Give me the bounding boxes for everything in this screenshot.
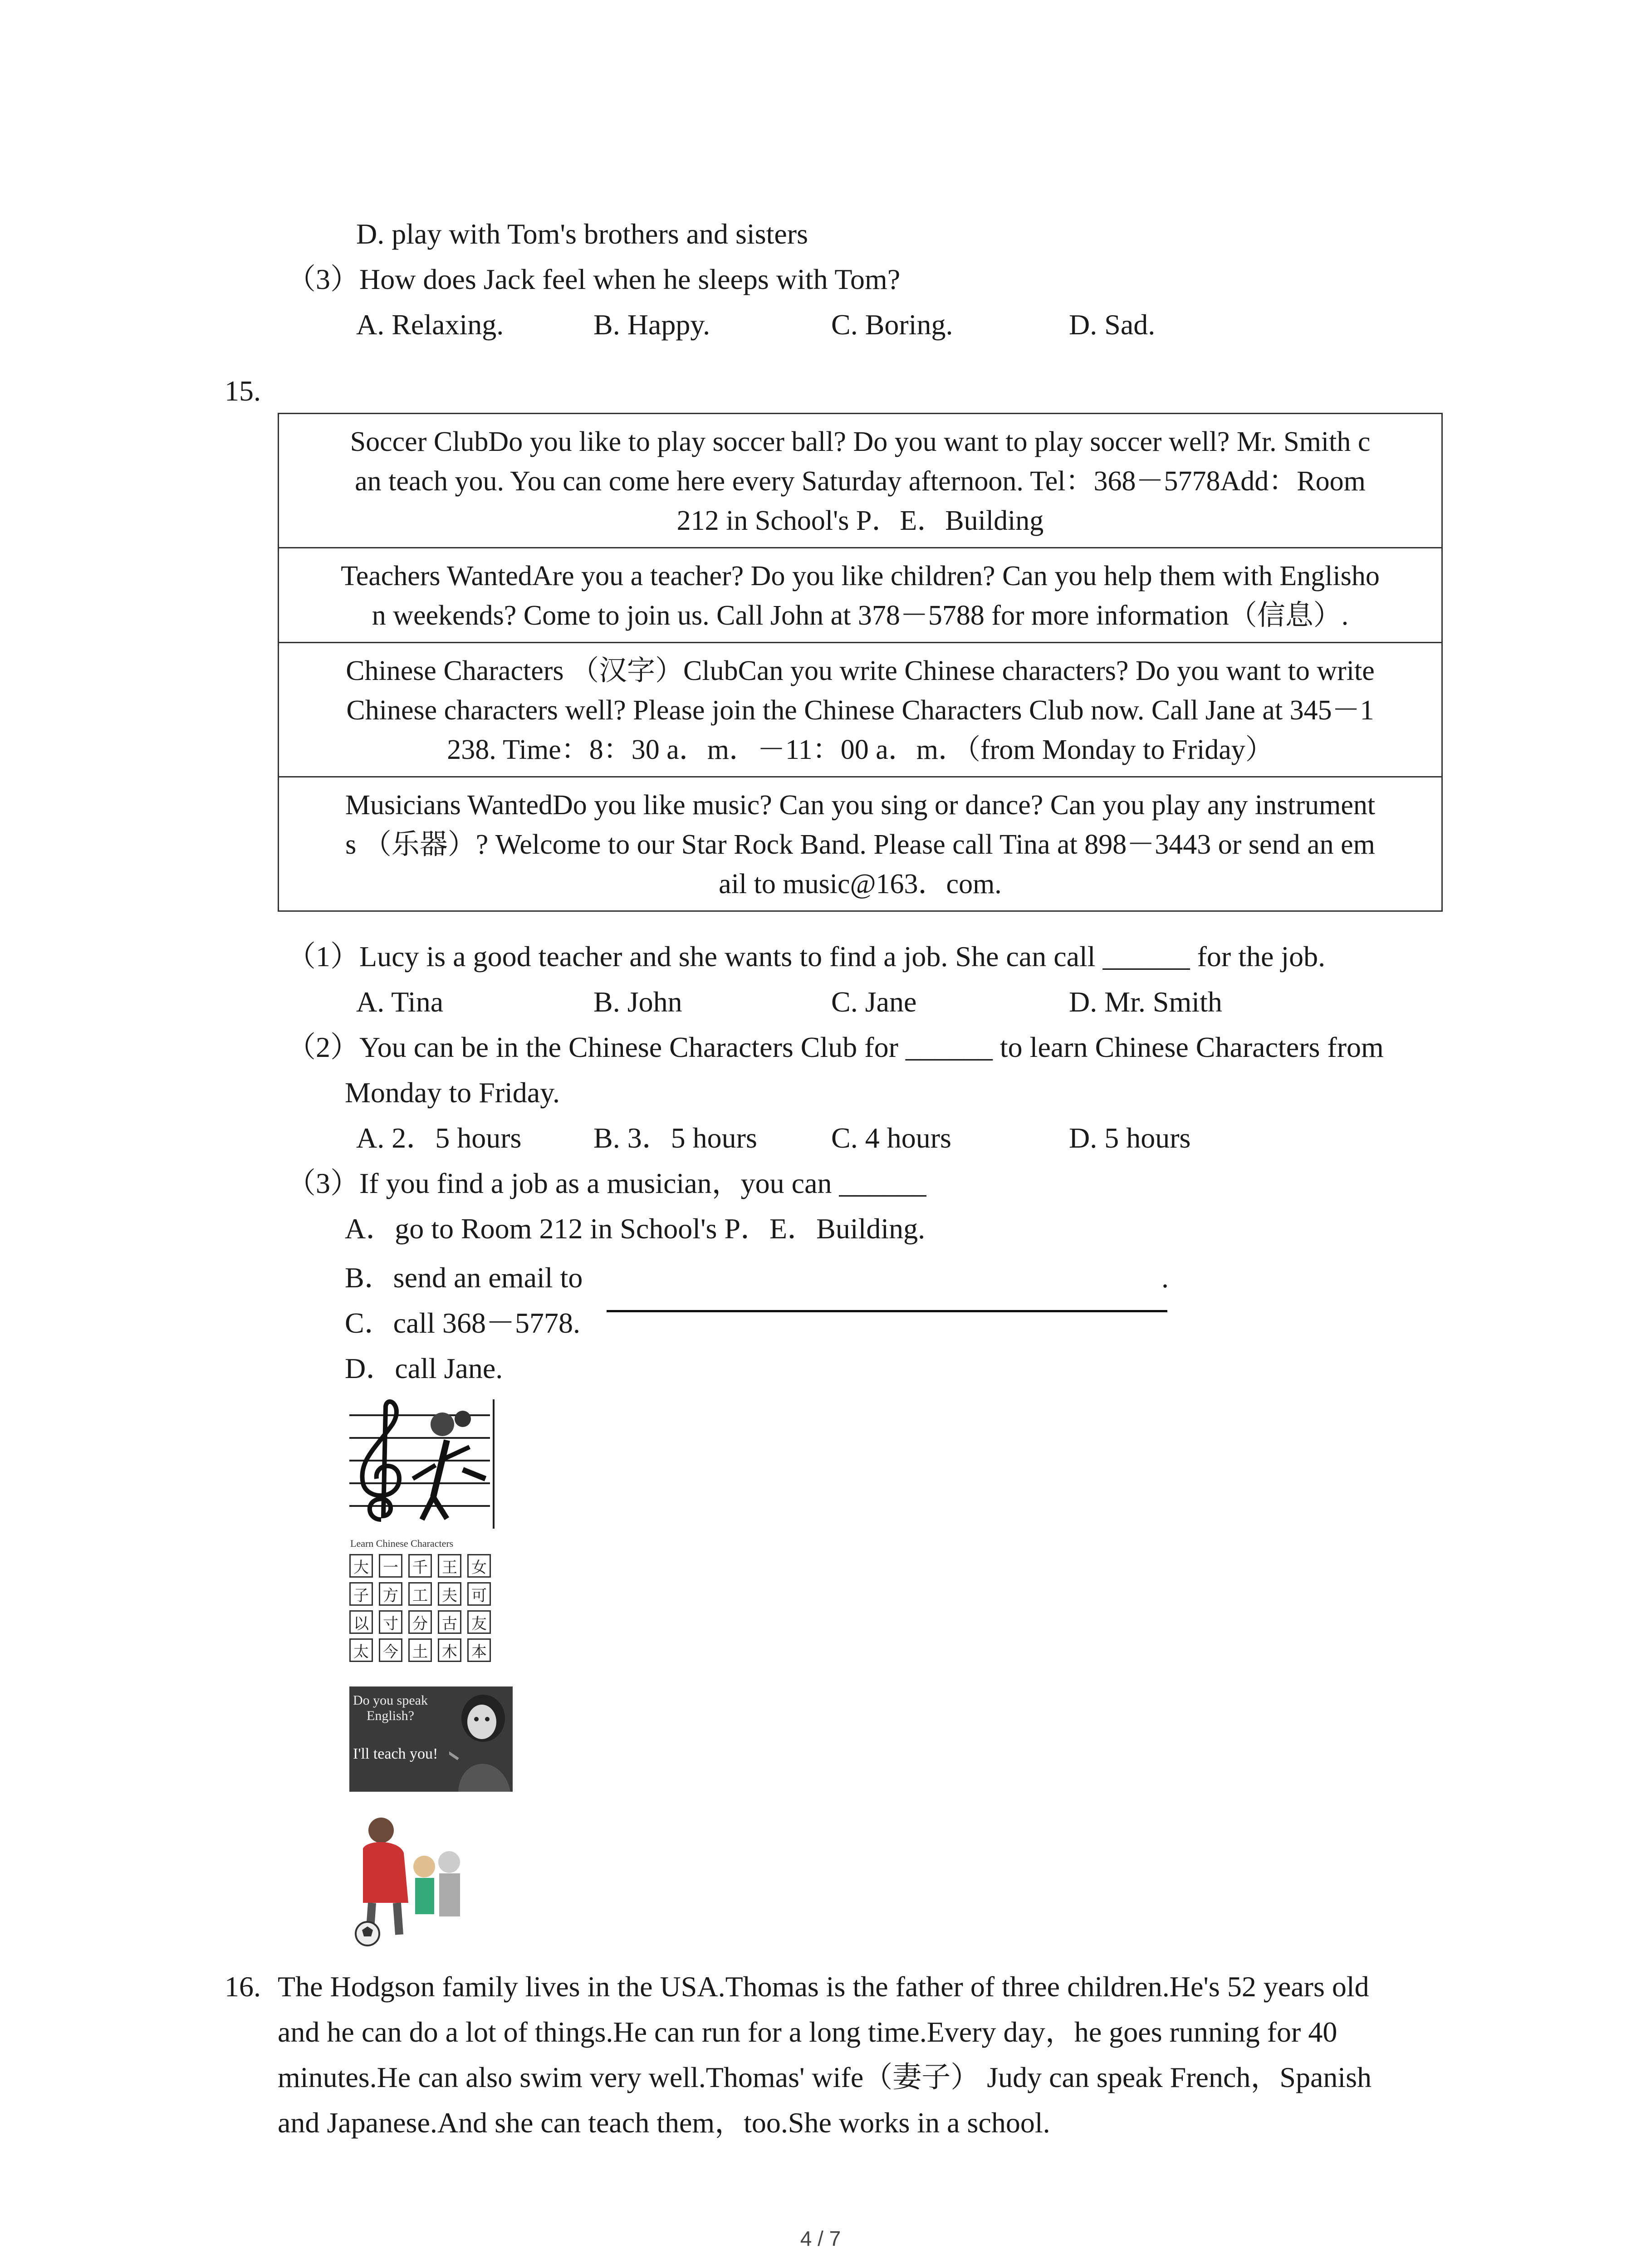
chinese-character-cell: 方 (379, 1582, 402, 1606)
ad-soccer-line: Soccer ClubDo you like to play soccer ball? Do you want to play soccer well? Mr. Smith c (350, 426, 1371, 457)
q16-line: and he can do a lot of things.He can run for a long time.Every day，he goes running for 40 (278, 2016, 1337, 2048)
q15-q3-option-c: C．call 368－5778. (345, 1307, 581, 1339)
q16-line: and Japanese.And she can teach them，too.She works in a school. (278, 2107, 1050, 2139)
q15-q1-option-c: C. Jane (831, 986, 917, 1018)
q15-q3-option-d: D．call Jane. (345, 1352, 503, 1384)
q15-q1-option-a: A. Tina (356, 986, 444, 1018)
q14-q3-stem: （3）How does Jack feel when he sleeps with Tom? (287, 263, 901, 295)
chinese-character-cell: 夫 (438, 1582, 461, 1606)
chinese-character-cell: 分 (408, 1610, 432, 1634)
q14-q3-option-b: B. Happy. (593, 308, 710, 341)
ad-chinese-line: 238. Time：8：30 a．m．－11：00 a．m．（from Monday to Friday） (447, 734, 1274, 765)
q15-q1-stem: （1）Lucy is a good teacher and she wants to find a job. She can call ______ for the job. (287, 940, 1326, 973)
chinese-character-cell: 女 (467, 1554, 491, 1578)
ad-chinese-line: Chinese Characters （汉字）ClubCan you write Chinese characters? Do you want to write (346, 655, 1375, 686)
q14-q3-option-c: C. Boring. (831, 308, 953, 341)
ads-table (278, 413, 1443, 912)
ad-chinese-club (279, 643, 1441, 777)
q15-q3-option-b-end: . (1161, 1261, 1169, 1294)
ad-teachers-line: Teachers WantedAre you a teacher? Do you like children? Can you help them with Englisho (341, 561, 1380, 591)
ad-soccer-line: 212 in School's P．E．Building (676, 505, 1044, 536)
chinese-character-cell: 友 (467, 1610, 491, 1634)
teacher-figure (449, 1691, 513, 1792)
q15-q2-option-d: D. 5 hours (1069, 1122, 1191, 1154)
english-line-2: English? (367, 1708, 414, 1723)
page-number: 4 / 7 (800, 2227, 841, 2250)
q16-line: minutes.He can also swim very well.Thomas' wife（妻子） Judy can speak French，Spanish (278, 2061, 1372, 2093)
q15-q1-option-b: B. John (593, 986, 682, 1018)
q15-q3-option-a: A．go to Room 212 in School's P．E．Building. (345, 1212, 926, 1245)
ad-musicians-line: Musicians WantedDo you like music? Can you sing or dance? Can you play any instrument (345, 790, 1376, 821)
chinese-character-cell: 太 (349, 1638, 373, 1662)
english-teacher-image (349, 1686, 513, 1792)
ad-musicians-line: ail to music@163．com. (719, 869, 1002, 899)
chinese-character-cell: 千 (408, 1554, 432, 1578)
chinese-character-cell: 以 (349, 1610, 373, 1634)
ad-musicians-line: s （乐器）? Welcome to our Star Rock Band. Please call Tina at 898－3443 or send an em (345, 829, 1375, 860)
ad-chinese-line: Chinese characters well? Please join the Chinese Characters Club now. Call Jane at 345－1 (346, 695, 1374, 726)
q15-q2-stem-cont: Monday to Friday. (345, 1076, 560, 1109)
chinese-character-cell: 古 (438, 1610, 461, 1634)
answer-blank-line (607, 1310, 1167, 1312)
chinese-characters-image (349, 1538, 491, 1662)
english-bubble (353, 1693, 428, 1724)
q15-q2-option-b: B. 3．5 hours (593, 1122, 757, 1154)
chinese-image-title: Learn Chinese Characters (350, 1538, 454, 1549)
q15-q3-option-b: B．send an email to (345, 1261, 583, 1294)
chinese-character-cell: 今 (379, 1638, 402, 1662)
q15-q2-stem: （2）You can be in the Chinese Characters Club for ______ to learn Chinese Characters from (287, 1031, 1384, 1063)
chinese-character-cell: 大 (349, 1554, 373, 1578)
ad-soccer-line: an teach you. You can come here every Saturday afternoon. Tel：368－5778Add：Room (355, 466, 1366, 497)
q15-q2-option-c: C. 4 hours (831, 1122, 951, 1154)
q14-q3-option-d: D. Sad. (1069, 308, 1156, 341)
chinese-character-grid (349, 1554, 491, 1662)
q14-option-d: D. play with Tom's brothers and sisters (356, 218, 808, 250)
q14-q3-option-a: A. Relaxing. (356, 308, 504, 341)
q16-number: 16. (225, 1970, 261, 2003)
chinese-character-cell: 本 (467, 1638, 491, 1662)
ad-soccer-club (279, 414, 1441, 548)
chinese-character-cell: 子 (349, 1582, 373, 1606)
adult-and-children-figure (349, 1812, 476, 1948)
chinese-character-cell: 土 (408, 1638, 432, 1662)
children-soccer-image (349, 1812, 476, 1950)
chinese-character-cell: 寸 (379, 1610, 402, 1634)
english-line-3: I'll teach you! (353, 1745, 438, 1762)
q16-line: The Hodgson family lives in the USA.Thomas is the father of three children.He's 52 years old (278, 1970, 1369, 2003)
chinese-character-cell: 可 (467, 1582, 491, 1606)
q15-q3-stem: （3）If you find a job as a musician，you can ______ (287, 1167, 926, 1199)
ad-teachers-wanted (279, 548, 1441, 643)
music-staff-illustration (349, 1397, 499, 1529)
english-line-1: Do you speak (353, 1693, 428, 1708)
music-image (349, 1397, 499, 1531)
q15-number: 15. (225, 375, 261, 407)
chinese-character-cell: 木 (438, 1638, 461, 1662)
q15-q2-option-a: A. 2．5 hours (356, 1122, 522, 1154)
chinese-character-cell: 王 (438, 1554, 461, 1578)
ad-teachers-line: n weekends? Come to join us. Call John at 378－5788 for more information（信息）. (372, 600, 1349, 631)
ad-musicians-wanted (279, 777, 1441, 910)
q15-q1-option-d: D. Mr. Smith (1069, 986, 1222, 1018)
chinese-character-cell: 工 (408, 1582, 432, 1606)
chinese-character-cell: 一 (379, 1554, 402, 1578)
